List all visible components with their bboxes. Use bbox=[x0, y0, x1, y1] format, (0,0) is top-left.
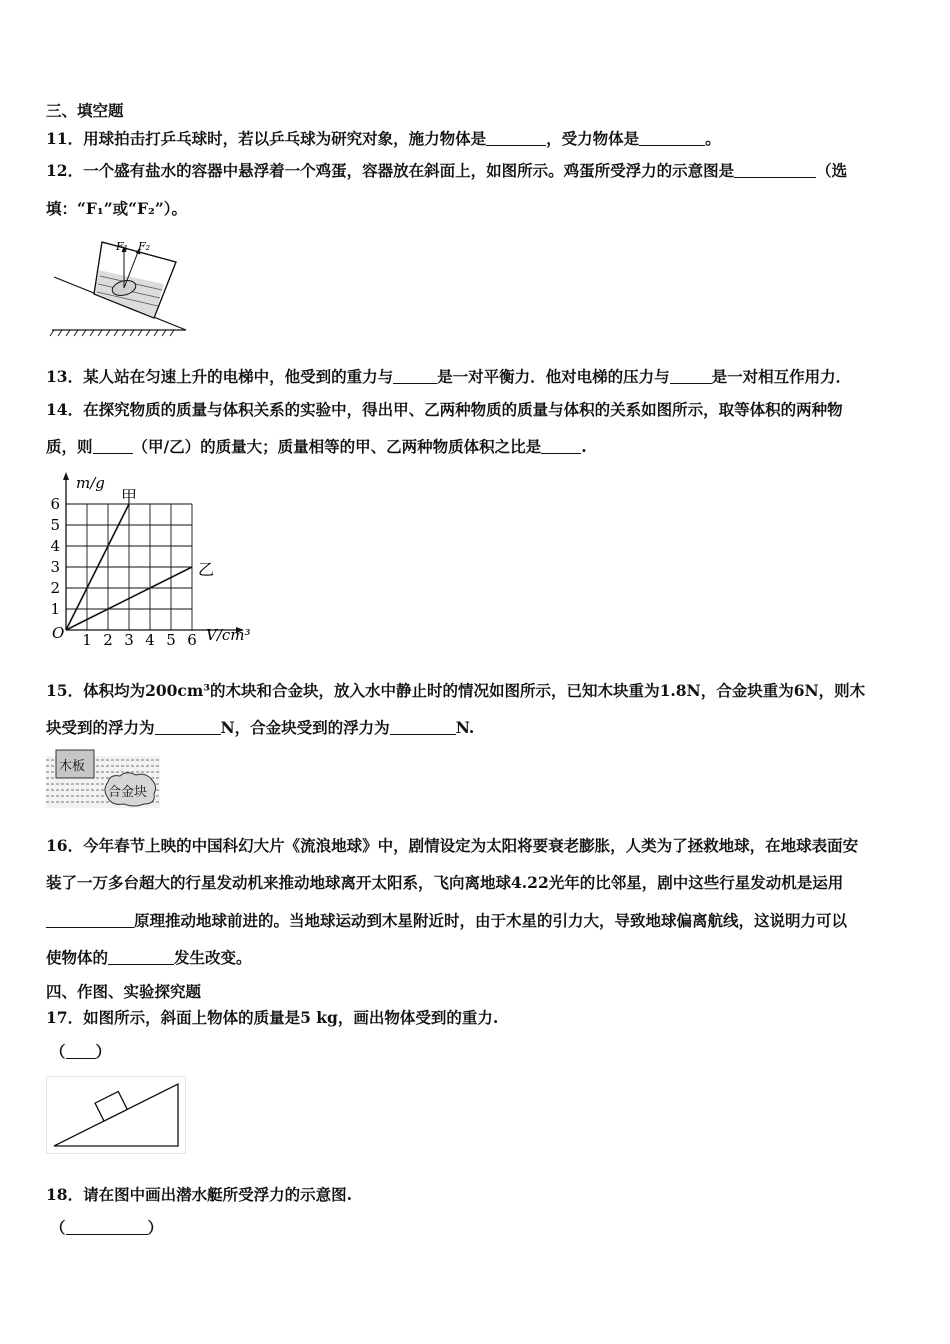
question-17-answer: （ ） bbox=[50, 1042, 112, 1061]
question-16-line-4: 使物体的 发生改变。 bbox=[46, 948, 252, 967]
section-4-title: 四、作图、实验探究题 bbox=[46, 982, 202, 1001]
question-13: 13．某人站在匀速上升的电梯中，他受到的重力与 是一对平衡力．他对电梯的压力与 是一对相互作用力． bbox=[46, 367, 852, 386]
wood-label: 木板 bbox=[59, 759, 86, 774]
answer-blank[interactable] bbox=[541, 438, 581, 454]
question-12-line-2: 填：“F₁”或“F₂”）。 bbox=[46, 199, 187, 218]
egg-container-figure bbox=[46, 232, 188, 340]
chart-ticks-group bbox=[50, 495, 196, 646]
f1-label: F₁ bbox=[116, 240, 129, 253]
question-18: 18．请在图中画出潜水艇所受浮力的示意图. bbox=[46, 1185, 352, 1204]
question-16-line-2: 装了一万多台超大的行星发动机来推动地球离开太阳系，飞向离地球4.22光年的比邻星，剧中这些行星发动机是运用 bbox=[46, 873, 844, 892]
question-17: 17．如图所示，斜面上物体的质量是5 kg，画出物体受到的重力. bbox=[46, 1008, 499, 1027]
x-tick-label: 4 bbox=[145, 631, 155, 646]
answer-blank[interactable] bbox=[734, 162, 816, 178]
y-tick-label: 3 bbox=[50, 558, 60, 576]
x-tick-label: 6 bbox=[187, 631, 197, 646]
answer-blank[interactable] bbox=[390, 719, 456, 735]
x-tick-label: 3 bbox=[124, 631, 134, 646]
answer-blank[interactable] bbox=[108, 949, 174, 965]
question-14-line-1: 14．在探究物质的质量与体积关系的实验中，得出甲、乙两种物质的质量与体积的关系如图所示，取等体积的两种物 bbox=[46, 400, 843, 419]
x-tick-label: 1 bbox=[82, 631, 92, 646]
wood-alloy-figure bbox=[46, 748, 162, 810]
series-label: 甲 bbox=[121, 487, 138, 506]
question-14-line-2: 质，则 （甲/乙）的质量大；质量相等的甲、乙两种物质体积之比是 . bbox=[46, 437, 587, 456]
incline-figure bbox=[46, 1076, 186, 1154]
question-12-line-1: 12．一个盛有盐水的容器中悬浮着一个鸡蛋，容器放在斜面上，如图所示。鸡蛋所受浮力的示意图是 （选 bbox=[46, 161, 848, 180]
x-axis-label: V/cm³ bbox=[206, 626, 251, 644]
y-tick-label: 1 bbox=[50, 600, 60, 618]
alloy-label: 合金块 bbox=[108, 785, 148, 800]
answer-blank[interactable] bbox=[486, 130, 546, 146]
answer-blank[interactable] bbox=[66, 1043, 96, 1059]
y-tick-label: 5 bbox=[50, 516, 60, 534]
question-18-answer: （ ） bbox=[50, 1218, 164, 1237]
question-16-line-1: 16．今年春节上映的中国科幻大片《流浪地球》中，剧情设定为太阳将要衰老膨胀，人类为了拯救地球，在地球表面安 bbox=[46, 836, 859, 855]
f2-label: F₂ bbox=[138, 240, 151, 253]
y-tick-label: 6 bbox=[50, 495, 60, 513]
question-15-line-1: 15．体积均为200cm³的木块和合金块，放入水中静止时的情况如图所示，已知木块重为1.8N，合金块重为6N，则木 bbox=[46, 681, 866, 700]
y-tick-label: 2 bbox=[50, 579, 60, 597]
series-label: 乙 bbox=[198, 560, 215, 579]
chart-grid bbox=[66, 504, 192, 630]
x-tick-label: 5 bbox=[166, 631, 176, 646]
answer-blank[interactable] bbox=[393, 368, 437, 384]
question-15-line-2: 块受到的浮力为 N，合金块受到的浮力为 N. bbox=[46, 718, 475, 737]
answer-blank[interactable] bbox=[639, 130, 705, 146]
section-3-title: 三、填空题 bbox=[46, 101, 124, 120]
question-16-line-3: 原理推动地球前进的。当地球运动到木星附近时，由于木星的引力大，导致地球偏离航线，这说明力可以 bbox=[46, 911, 906, 931]
origin-label: O bbox=[52, 624, 65, 642]
answer-blank[interactable] bbox=[66, 1219, 148, 1235]
x-tick-label: 2 bbox=[103, 631, 113, 646]
mass-volume-chart bbox=[46, 470, 266, 646]
y-axis-label: m/g bbox=[76, 474, 105, 492]
answer-blank[interactable] bbox=[46, 912, 134, 928]
y-axis-arrow bbox=[63, 472, 69, 480]
answer-blank[interactable] bbox=[670, 368, 712, 384]
answer-blank[interactable] bbox=[93, 438, 133, 454]
question-11: 11．用球拍击打乒乓球时，若以乒乓球为研究对象，施力物体是 ，受力物体是 。 bbox=[46, 129, 721, 148]
y-tick-label: 4 bbox=[50, 537, 60, 555]
answer-blank[interactable] bbox=[155, 719, 221, 735]
